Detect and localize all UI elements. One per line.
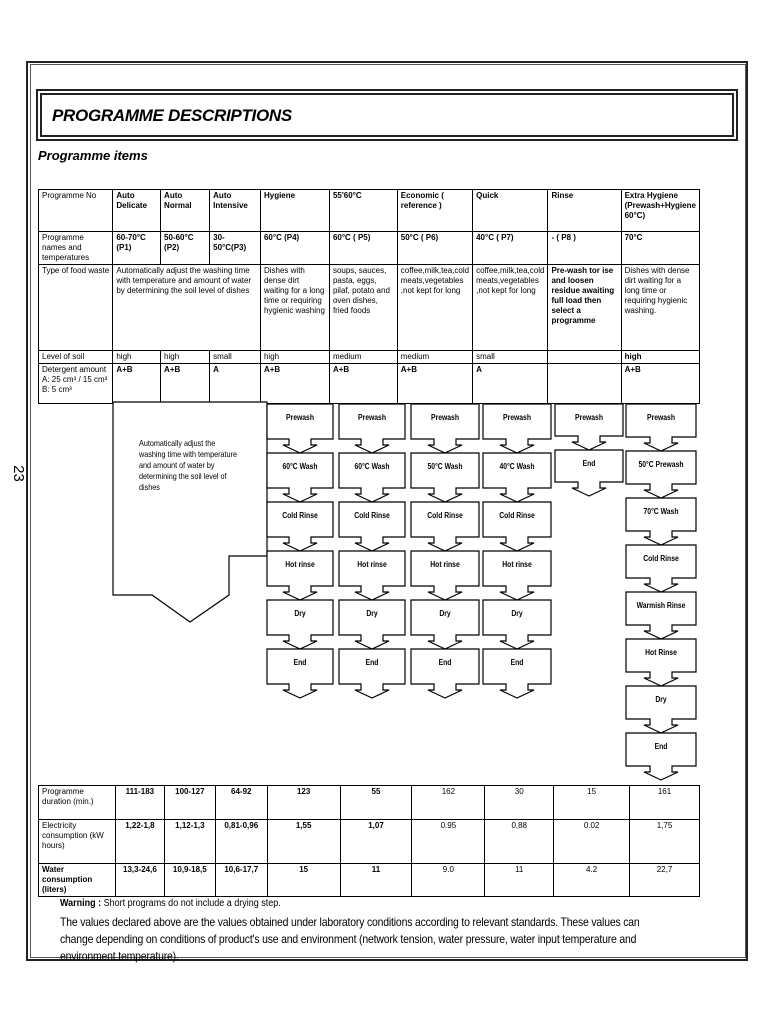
- col-name-p5: 55'60°C: [329, 190, 397, 232]
- water-extra: 22,7: [630, 864, 700, 897]
- flow-step-label: Dry: [439, 609, 451, 618]
- temp-p4: 60°C (P4): [260, 232, 329, 265]
- elec-p5: 1,07: [340, 820, 412, 864]
- flow-step-label: Dry: [655, 695, 667, 704]
- food-rinse: Pre-wash tor ise and loosen residue awaiting full load then select a programme: [548, 265, 621, 351]
- auto-programs-arrow: [113, 402, 267, 622]
- flow-step-arrow: [483, 649, 551, 698]
- label-soil: Level of soil: [39, 351, 113, 364]
- flow-step-label: Dry: [511, 609, 523, 618]
- flow-step-arrow: [626, 639, 696, 686]
- detergent-line-3: B: 5 cm³: [42, 385, 72, 394]
- det-p5: A+B: [329, 364, 397, 404]
- flow-step-arrow: [483, 551, 551, 600]
- food-quick: coffee,milk,tea,cold meats,vegetables ,not kept for long: [473, 265, 548, 351]
- flow-step-arrow: [411, 502, 479, 551]
- dur-p4: 123: [267, 786, 340, 820]
- flow-step-label: Cold Rinse: [499, 511, 535, 520]
- detergent-line-1: Detergent amount: [42, 365, 107, 374]
- flow-step-arrow: [267, 551, 333, 600]
- soil-p5: medium: [329, 351, 397, 364]
- flow-step-arrow: [555, 450, 623, 496]
- soil-p1: high: [113, 351, 161, 364]
- water-p5: 11: [340, 864, 412, 897]
- elec-p3: 0,81-0,96: [215, 820, 267, 864]
- flow-step-arrow: [555, 404, 623, 450]
- flow-step-arrow: [626, 686, 696, 733]
- flow-step-label: Prewash: [503, 413, 531, 422]
- dur-p5: 55: [340, 786, 412, 820]
- temp-p7: 40°C ( P7): [473, 232, 548, 265]
- soil-p4: high: [260, 351, 329, 364]
- flow-step-label: Warmish Rinse: [636, 601, 686, 610]
- food-extra: Dishes with dense dirt waiting for a long time or requiring hygienic washing.: [621, 265, 699, 351]
- temp-p2: 50-60°C (P2): [161, 232, 210, 265]
- col-name-p1: Auto Delicate: [113, 190, 161, 232]
- flow-step-arrow: [483, 453, 551, 502]
- col-name-p8: Rinse: [548, 190, 621, 232]
- warning-label: Warning :: [60, 898, 102, 909]
- flow-step-label: Hot rinse: [357, 560, 387, 569]
- flow-step-label: Hot Rinse: [645, 648, 677, 657]
- temp-p5: 60°C ( P5): [329, 232, 397, 265]
- label-water: Water consumption (liters): [39, 864, 116, 897]
- flow-step-arrow: [483, 404, 551, 453]
- flow-step-label: Prewash: [358, 413, 386, 422]
- flow-step-label: 70°C Wash: [643, 507, 679, 516]
- elec-p1: 1,22-1,8: [115, 820, 164, 864]
- label-programme-no: Programme No: [39, 190, 113, 232]
- water-p7: 11: [485, 864, 554, 897]
- flow-step-label: Dry: [294, 609, 306, 618]
- water-p3: 10,6-17,7: [215, 864, 267, 897]
- det-p4: A+B: [260, 364, 329, 404]
- soil-p7: small: [473, 351, 548, 364]
- dur-p3: 64-92: [215, 786, 267, 820]
- temp-p8: - ( P8 ): [548, 232, 621, 265]
- flow-step-arrow: [339, 502, 405, 551]
- food-hygiene: Dishes with dense dirt waiting for a long time or requiring hygienic washing: [260, 265, 329, 351]
- temp-p3: 30-50°C(P3): [210, 232, 261, 265]
- flow-step-arrow: [411, 600, 479, 649]
- col-name-p7: Quick: [473, 190, 548, 232]
- flow-step-arrow: [626, 451, 696, 498]
- section-subtitle: Programme items: [38, 148, 148, 163]
- water-p4: 15: [267, 864, 340, 897]
- dur-p8: 15: [554, 786, 630, 820]
- water-p2: 10,9-18,5: [164, 864, 215, 897]
- flow-step-arrow: [411, 453, 479, 502]
- water-p6: 9.0: [412, 864, 485, 897]
- flow-step-label: Cold Rinse: [282, 511, 318, 520]
- flow-step-label: Prewash: [286, 413, 314, 422]
- det-p2: A+B: [161, 364, 210, 404]
- det-p7: A: [473, 364, 548, 404]
- flow-step-arrow: [267, 502, 333, 551]
- flow-step-arrow: [411, 649, 479, 698]
- flow-step-label: Dry: [366, 609, 378, 618]
- flow-step-arrow: [411, 404, 479, 453]
- water-p1: 13,3-24,6: [115, 864, 164, 897]
- det-p1: A+B: [113, 364, 161, 404]
- label-electricity: Electricity consumption (kW hours): [39, 820, 116, 864]
- flow-step-arrow: [626, 733, 696, 780]
- flow-step-arrow: [267, 649, 333, 698]
- page-title: PROGRAMME DESCRIPTIONS: [52, 106, 292, 125]
- col-name-p2: Auto Normal: [161, 190, 210, 232]
- dur-p1: 111-183: [115, 786, 164, 820]
- flow-step-arrow: [483, 502, 551, 551]
- col-name-p3: Auto Intensive: [210, 190, 261, 232]
- warning-note: [60, 898, 281, 909]
- elec-p4: 1,55: [267, 820, 340, 864]
- flow-step-label: Prewash: [431, 413, 459, 422]
- auto-note: Automatically adjust the washing time with temperature and amount of water by determining the soil level of dishes: [139, 438, 237, 492]
- flow-step-arrow: [411, 551, 479, 600]
- temp-p6: 50°C ( P6): [397, 232, 472, 265]
- soil-p3: small: [210, 351, 261, 364]
- dur-p6: 162: [412, 786, 485, 820]
- flow-step-label: End: [293, 658, 307, 667]
- flow-step-label: End: [582, 459, 596, 468]
- food-p5: soups, sauces, pasta, eggs, pilaf, potato and oven dishes, fried foods: [329, 265, 397, 351]
- flow-step-arrow: [267, 404, 333, 453]
- flow-step-arrow: [267, 600, 333, 649]
- elec-p6: 0.95: [412, 820, 485, 864]
- flow-step-label: End: [654, 742, 668, 751]
- flow-step-arrow: [339, 600, 405, 649]
- page-number: 23: [9, 465, 27, 482]
- food-economic: coffee,milk,tea,cold meats,vegetables ,not kept for long: [397, 265, 472, 351]
- flow-step-arrow: [267, 453, 333, 502]
- flow-step-label: End: [365, 658, 379, 667]
- col-name-p6: Economic ( reference ): [397, 190, 472, 232]
- label-duration: Programme duration (min.): [39, 786, 116, 820]
- flow-step-arrow: [626, 545, 696, 592]
- flow-step-label: Cold Rinse: [427, 511, 463, 520]
- flow-step-arrow: [626, 592, 696, 639]
- dur-p7: 30: [485, 786, 554, 820]
- flow-step-label: 60°C Wash: [354, 462, 390, 471]
- flow-step-label: Cold Rinse: [643, 554, 679, 563]
- flow-step-arrow: [626, 498, 696, 545]
- col-name-extra: Extra Hygiene (Prewash+Hygiene 60°C): [621, 190, 699, 232]
- row-electricity: [39, 820, 700, 864]
- elec-extra: 1,75: [630, 820, 700, 864]
- det-p3: A: [210, 364, 261, 404]
- det-p6: A+B: [397, 364, 472, 404]
- dur-p2: 100-127: [164, 786, 215, 820]
- flow-step-arrow: [483, 600, 551, 649]
- flow-step-label: 50°C Wash: [427, 462, 463, 471]
- label-food: Type of food waste: [39, 265, 113, 351]
- flow-step-arrow: [339, 551, 405, 600]
- flow-step-label: 50°C Prewash: [638, 460, 684, 469]
- flow-step-label: Prewash: [647, 413, 675, 422]
- water-p8: 4.2: [554, 864, 630, 897]
- temp-p1: 60-70°C (P1): [113, 232, 161, 265]
- consumption-table: [38, 785, 700, 897]
- flow-step-label: Cold Rinse: [354, 511, 390, 520]
- det-extra: A+B: [621, 364, 699, 404]
- row-water: [39, 864, 700, 897]
- flow-step-label: Prewash: [575, 413, 603, 422]
- flow-step-label: Hot rinse: [502, 560, 532, 569]
- elec-p8: 0.02: [554, 820, 630, 864]
- detergent-line-2: A: 25 cm³ / 15 cm³: [42, 375, 108, 384]
- label-names: Programme names and temperatures: [39, 232, 113, 265]
- warning-text: Short programs do not include a drying step.: [101, 898, 281, 909]
- soil-extra: high: [621, 351, 699, 364]
- dur-extra: 161: [630, 786, 700, 820]
- col-name-p4: Hygiene: [260, 190, 329, 232]
- flow-step-label: 40°C Wash: [499, 462, 535, 471]
- flow-step-arrow: [339, 404, 405, 453]
- flow-step-arrow: [626, 404, 696, 451]
- food-auto: Automatically adjust the washing time with temperature and amount of water by determining the soil level of dishes: [113, 265, 261, 351]
- flow-step-label: End: [510, 658, 524, 667]
- elec-p7: 0,88: [485, 820, 554, 864]
- flow-step-arrow: [339, 453, 405, 502]
- row-duration: [39, 786, 700, 820]
- flow-step-arrow: [339, 649, 405, 698]
- soil-p6: medium: [397, 351, 472, 364]
- flow-step-label: Hot rinse: [285, 560, 315, 569]
- elec-p2: 1,12-1,3: [164, 820, 215, 864]
- flow-step-label: End: [438, 658, 452, 667]
- temp-extra: 70°C: [621, 232, 699, 265]
- flow-step-label: Hot rinse: [430, 560, 460, 569]
- flow-step-label: 60°C Wash: [282, 462, 318, 471]
- soil-p2: high: [161, 351, 210, 364]
- declaration-text: The values declared above are the values obtained under laboratory conditions according to relevant standards. These values can change depending on conditions of product's use and environment (network tension, water pressure, water input temperature and environment temperature).: [60, 915, 640, 963]
